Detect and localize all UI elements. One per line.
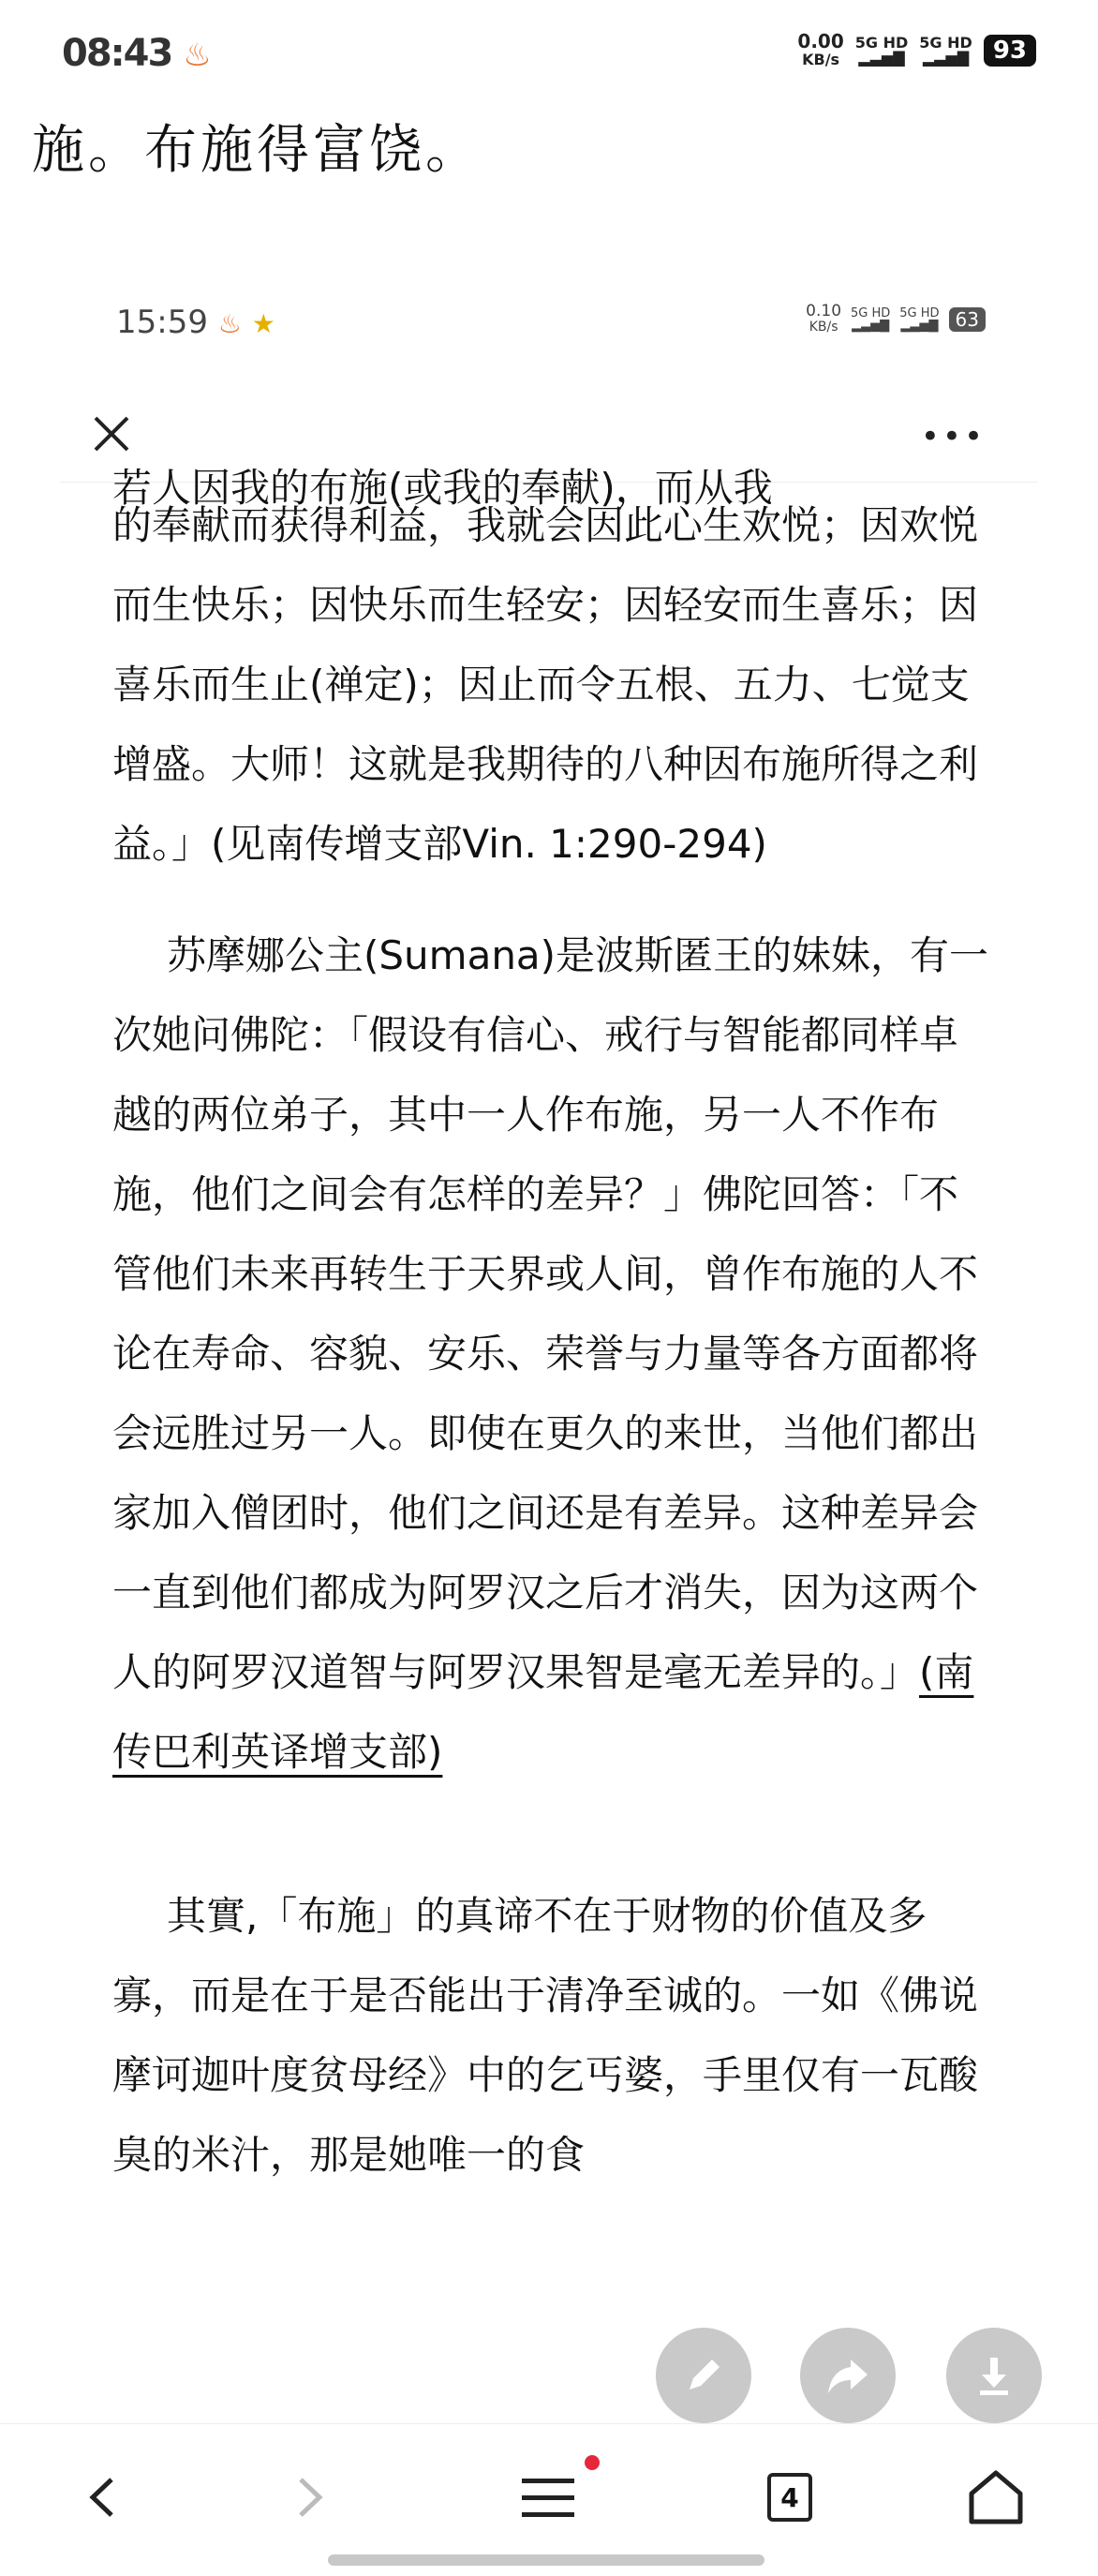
home-indicator[interactable] (328, 2554, 764, 2566)
signal-icon: 5G HD ▂▃▅▇ (919, 34, 972, 67)
network-speed: 0.00 KB/s (797, 30, 844, 68)
chevron-right-icon (291, 2474, 329, 2521)
paragraph-1: 的奉献而获得利益，我就会因此心生欢悦；因欢悦而生快乐；因快乐而生轻安；因轻安而生喜乐；因喜乐而生止(禅定)；因止而令五根、五力、七觉支增盛。大师！这就是我期待的八种因布施所得之利益。」(见南传增支部Vin. 1:290-294) (112, 502, 979, 867)
source-link[interactable]: (南传巴利英译增支部) (112, 1649, 974, 1775)
more-dots-icon: ••• (920, 418, 986, 455)
battery-icon: 63 (949, 307, 986, 332)
pencil-icon (680, 2352, 727, 2399)
inner-status-time: 15:59 ♨ ★ (116, 304, 275, 341)
signal-icon: 5G HD ▂▃▅▇ (851, 306, 891, 333)
home-button[interactable] (954, 2455, 1038, 2539)
status-indicators (797, 32, 1036, 69)
share-button[interactable] (800, 2328, 896, 2423)
home-icon (966, 2467, 1026, 2527)
notification-icon: ♨ (183, 37, 210, 74)
network-speed: 0.10 KB/s (806, 302, 842, 335)
paragraph-2-text: 苏摩娜公主(Sumana)是波斯匿王的妹妹，有一次她问佛陀：「假设有信心、戒行与智能都同样卓越的两位弟子，其中一人作布施，另一人不作布施，他们之间会有怎样的差异？」佛陀回答：「不管他们未来再转生于天界或人间，曾作布施的人不论在寿命、容貌、安乐、荣誉与力量等各方面都将会远胜过另一人。即使在更久的来世，当他们都出家加入僧团时，他们之间还是有差异。这种差异会一直到他们都成为阿罗汉之后才消失，因为这两个人的阿罗汉道智与阿罗汉果智是毫无差异的。」 (112, 932, 989, 1695)
download-button[interactable] (946, 2328, 1042, 2423)
forward-button[interactable] (268, 2455, 352, 2539)
signal-icon: 5G HD ▂▃▅▇ (899, 306, 940, 333)
share-arrow-icon (824, 2352, 871, 2399)
back-button[interactable] (60, 2455, 144, 2539)
hamburger-menu-icon (520, 2471, 580, 2524)
paragraph-3: 其實,「布施」的真谛不在于财物的价值及多寡，而是在于是否能出于清净至诚的。一如《佛说摩诃迦叶度贫母经》中的乞丐婆，手里仅有一瓦酸臭的米汁，那是她唯一的食 (112, 1893, 979, 2178)
download-icon (971, 2352, 1017, 2399)
notification-dot (585, 2455, 600, 2470)
page-text-top: 施。布施得富饶。 (32, 120, 482, 181)
status-time: 08:43 ♨ (62, 32, 210, 75)
app-icon: ★ (251, 308, 275, 339)
tabs-count-icon: 4 (767, 2473, 812, 2522)
battery-icon: 93 (984, 35, 1036, 67)
edit-button[interactable] (656, 2328, 751, 2423)
menu-button[interactable] (508, 2455, 592, 2539)
signal-icon: 5G HD ▂▃▅▇ (854, 34, 909, 67)
inner-status-indicators (806, 304, 986, 335)
notification-icon: ♨ (217, 308, 242, 339)
chevron-left-icon (83, 2474, 121, 2521)
paragraph-2 (112, 916, 993, 1792)
cut-off-line: 若人因我的布施(或我的奉献)，而从我 (112, 465, 773, 511)
tabs-button[interactable] (748, 2455, 832, 2539)
article-content (112, 465, 993, 2408)
